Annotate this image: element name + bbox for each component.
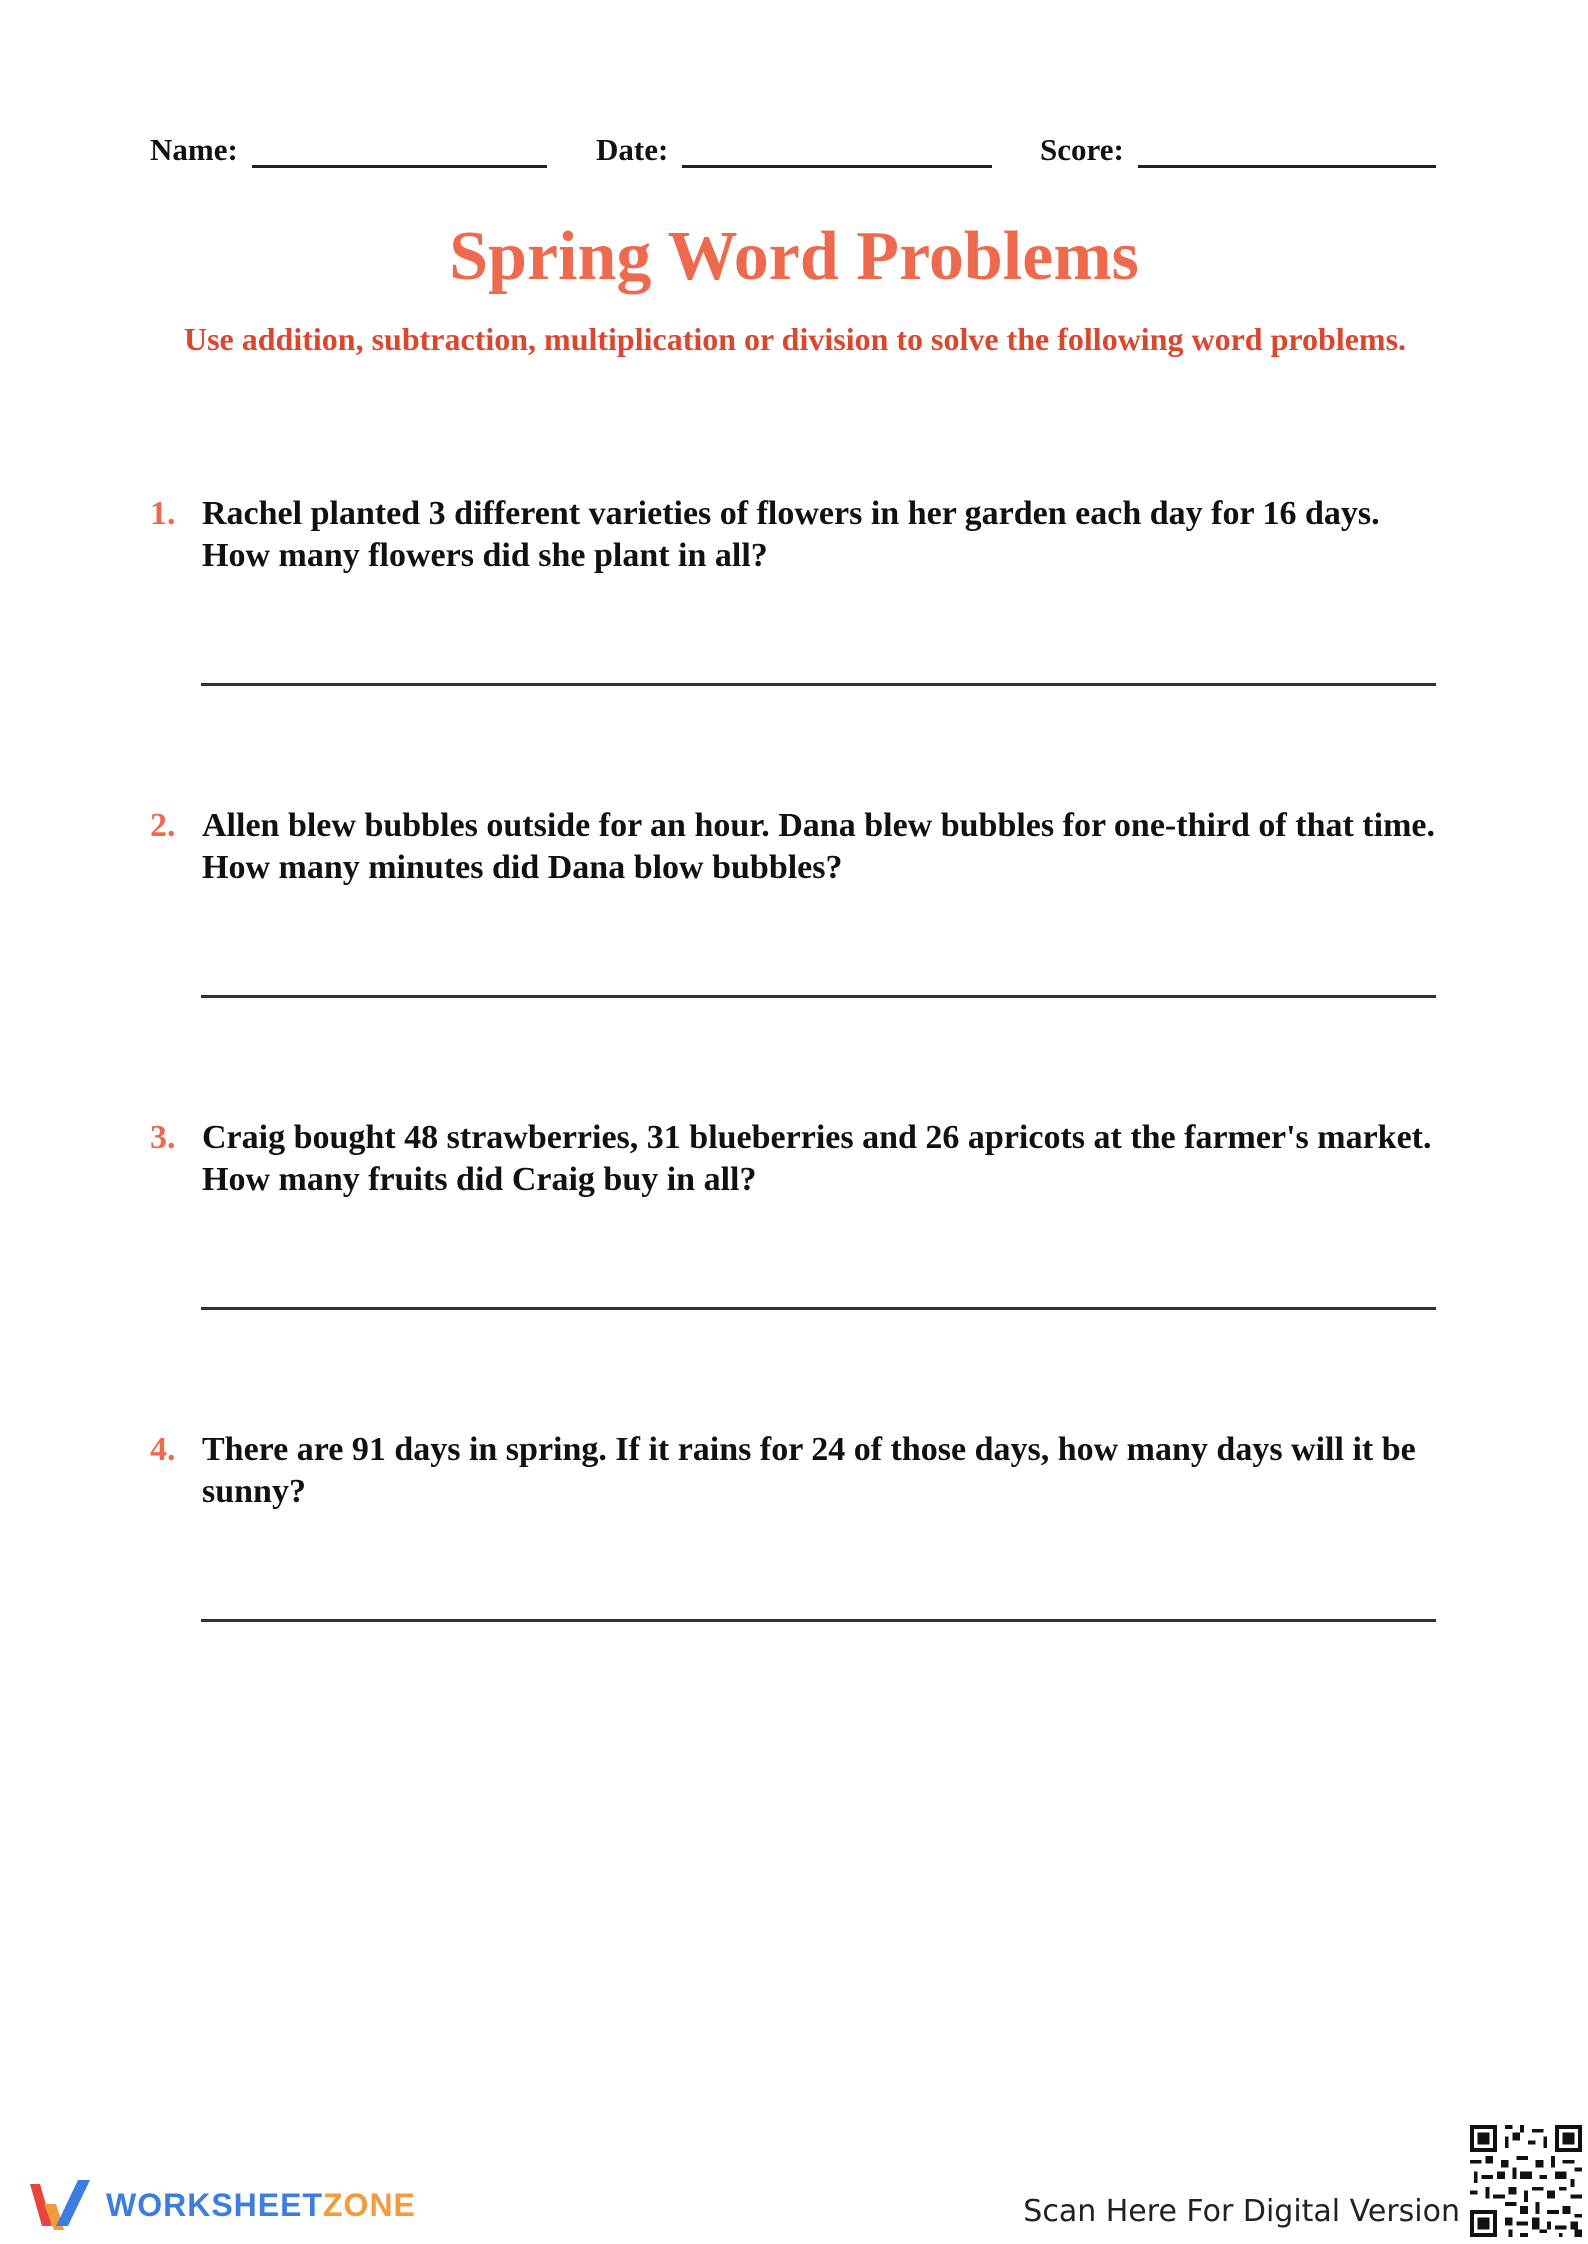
- question-text: Allen blew bubbles outside for an hour. Dana blew bubbles for one-third of that time. How many minutes did Dana blow bubbles?: [202, 807, 1435, 886]
- brand-part-1: WORKSHEET: [106, 2186, 323, 2223]
- worksheetzone-wordmark: [106, 2187, 416, 2224]
- answer-line-1[interactable]: [201, 683, 1436, 686]
- date-field[interactable]: [596, 126, 992, 172]
- student-info-header: [150, 126, 1435, 172]
- answer-line-3[interactable]: [201, 1307, 1436, 1310]
- question-text: Rachel planted 3 different varieties of flowers in her garden each day for 16 days. How many flowers did she plant in all?: [202, 495, 1380, 574]
- answer-line-4[interactable]: [201, 1619, 1436, 1622]
- question-number: 1.: [150, 495, 176, 532]
- date-label: Date:: [596, 132, 669, 167]
- worksheetzone-logo-icon: [26, 2174, 96, 2236]
- score-label: Score:: [1040, 132, 1124, 167]
- question-number: 4.: [150, 1431, 176, 1468]
- name-field[interactable]: [150, 126, 547, 172]
- worksheet-instructions: Use addition, subtraction, multiplication or division to solve the following word problems.: [183, 321, 1407, 357]
- score-field[interactable]: [1040, 126, 1436, 172]
- worksheetzone-logo[interactable]: [26, 2170, 416, 2240]
- question-text: There are 91 days in spring. If it rains for 24 of those days, how many days will it be sunny?: [202, 1431, 1416, 1510]
- brand-part-2: ZONE: [323, 2186, 416, 2223]
- scan-here-text: Scan Here For Digital Version: [1023, 2194, 1460, 2229]
- answer-line-2[interactable]: [201, 995, 1436, 998]
- name-blank-line[interactable]: [252, 165, 547, 168]
- qr-code-icon[interactable]: [1470, 2125, 1582, 2237]
- question-text: Craig bought 48 strawberries, 31 blueberries and 26 apricots at the farmer's market. How many fruits did Craig buy in all?: [202, 1119, 1432, 1198]
- score-blank-line[interactable]: [1138, 165, 1436, 168]
- date-blank-line[interactable]: [682, 165, 992, 168]
- worksheet-title: Spring Word Problems: [449, 218, 1139, 295]
- question-number: 2.: [150, 807, 176, 844]
- name-label: Name:: [150, 132, 238, 167]
- question-number: 3.: [150, 1119, 176, 1156]
